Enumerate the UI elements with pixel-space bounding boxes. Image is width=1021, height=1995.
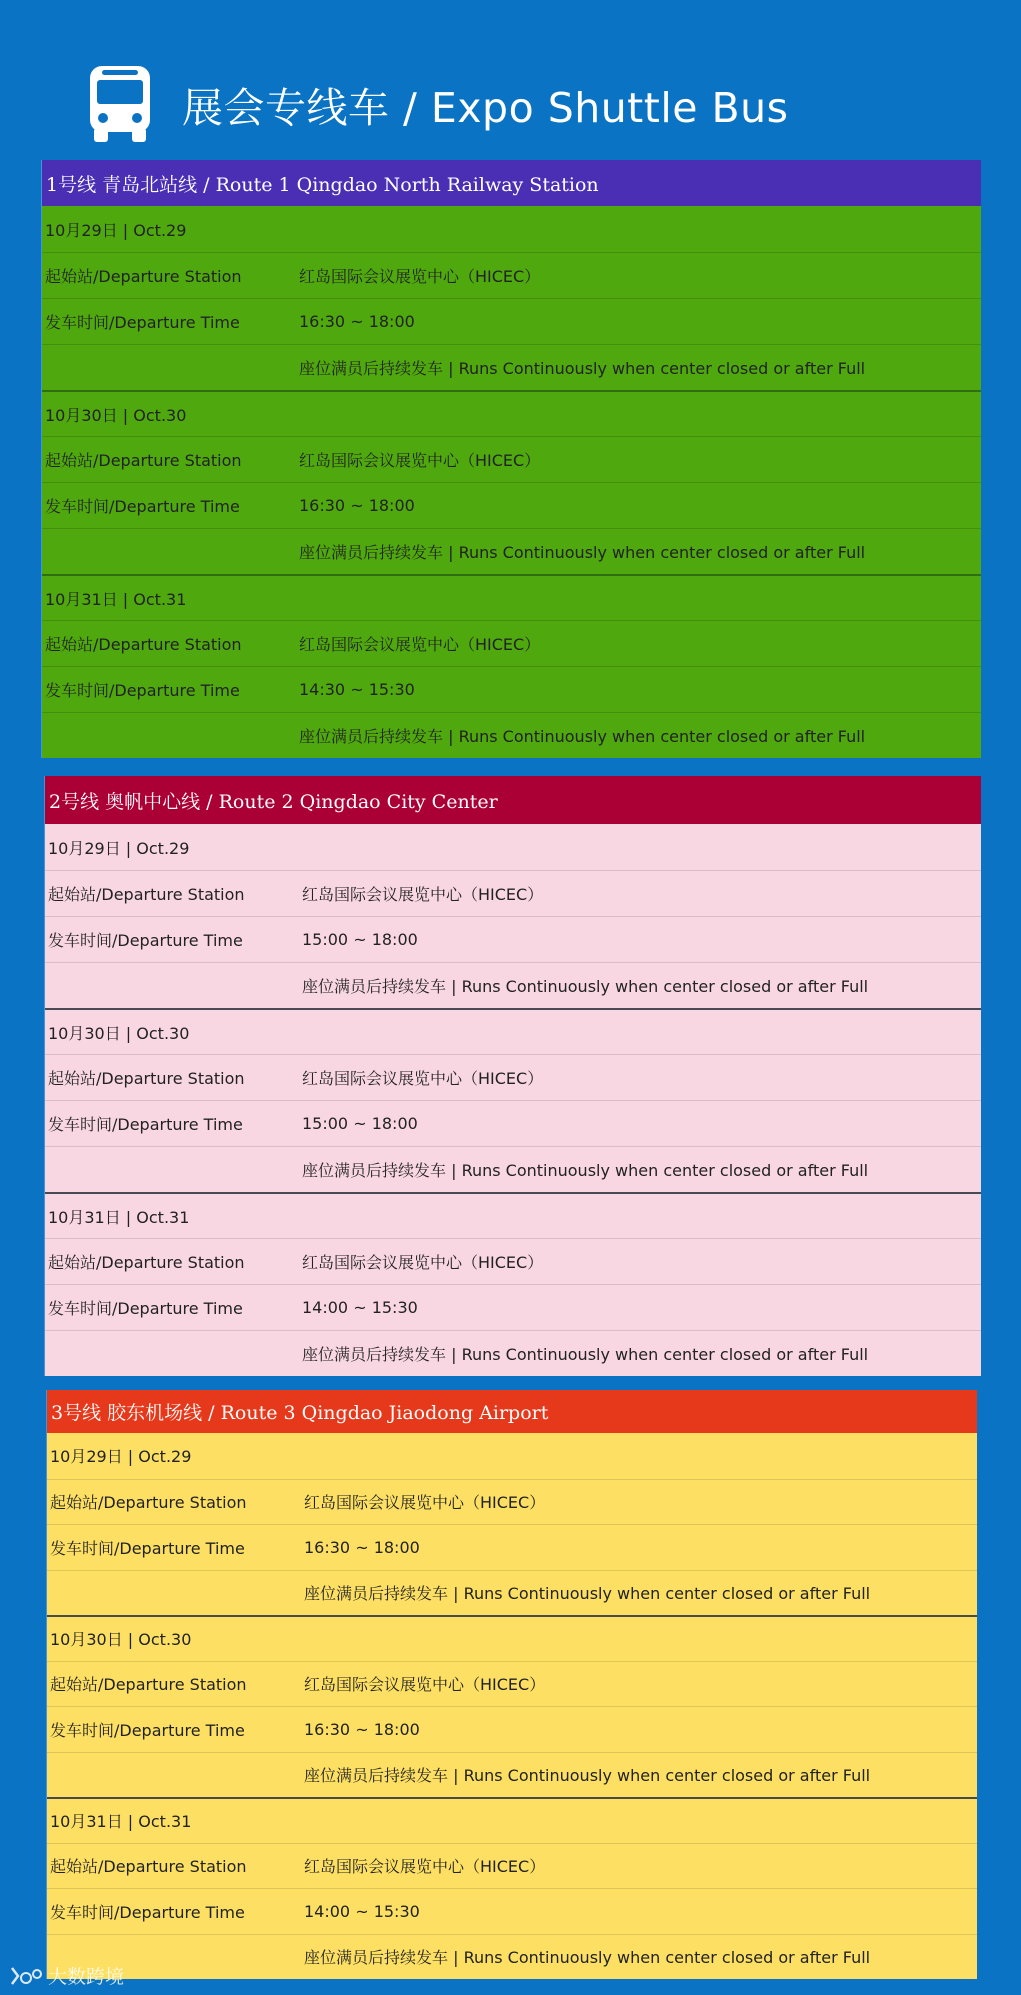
time-value: 16:30 ~ 18:00	[299, 496, 415, 515]
note-value: 座位满员后持续发车 | Runs Continuously when center closed or after Full	[302, 1161, 869, 1180]
station-label: 起始站/Departure Station	[50, 1493, 247, 1513]
time-label: 发车时间/Departure Time	[45, 497, 240, 516]
date-cell: 10月29日 | Oct.29	[48, 838, 190, 858]
time-label: 发车时间/Departure Time	[48, 1115, 243, 1134]
route-1-rows	[42, 206, 981, 758]
watermark-logo-icon	[8, 1964, 44, 1988]
table-row	[47, 1843, 977, 1889]
route-2-table	[44, 776, 981, 1376]
time-label: 发车时间/Departure Time	[50, 1902, 245, 1922]
date-cell: 10月30日 | Oct.30	[50, 1630, 192, 1650]
note-value: 座位满员后持续发车 | Runs Continuously when center closed or after Full	[304, 1948, 871, 1968]
station-label: 起始站/Departure Station	[45, 451, 242, 470]
date-cell: 10月30日 | Oct.30	[45, 405, 187, 425]
bus-icon	[88, 66, 152, 142]
table-row	[47, 1661, 977, 1707]
page-header	[88, 64, 788, 144]
note-value: 座位满员后持续发车 | Runs Continuously when center closed or after Full	[299, 727, 866, 746]
table-row	[45, 1008, 981, 1054]
station-label: 起始站/Departure Station	[50, 1857, 247, 1877]
station-label: 起始站/Departure Station	[48, 1069, 245, 1088]
table-row	[42, 344, 981, 390]
date-cell: 10月29日 | Oct.29	[45, 220, 187, 240]
note-value: 座位满员后持续发车 | Runs Continuously when center closed or after Full	[299, 543, 866, 562]
time-label: 发车时间/Departure Time	[45, 313, 240, 332]
route-3-rows	[47, 1433, 977, 1979]
table-row	[47, 1479, 977, 1525]
table-row	[42, 298, 981, 344]
table-row	[45, 824, 981, 870]
table-row	[45, 1238, 981, 1284]
note-value: 座位满员后持续发车 | Runs Continuously when center closed or after Full	[304, 1766, 871, 1786]
table-row	[45, 1192, 981, 1238]
route-1-table	[41, 160, 981, 758]
note-value: 座位满员后持续发车 | Runs Continuously when center closed or after Full	[299, 359, 866, 378]
date-cell: 10月31日 | Oct.31	[50, 1812, 192, 1832]
table-row	[47, 1615, 977, 1661]
station-value: 红岛国际会议展览中心（HICEC）	[302, 1069, 544, 1088]
time-value: 16:30 ~ 18:00	[304, 1537, 420, 1557]
table-row	[45, 1100, 981, 1146]
time-label: 发车时间/Departure Time	[45, 681, 240, 700]
table-row	[42, 620, 981, 666]
table-row	[47, 1570, 977, 1616]
table-row	[47, 1706, 977, 1752]
table-row	[42, 390, 981, 436]
station-label: 起始站/Departure Station	[48, 885, 245, 904]
table-row	[42, 482, 981, 528]
station-value: 红岛国际会议展览中心（HICEC）	[299, 635, 541, 654]
watermark	[8, 1962, 124, 1989]
station-value: 红岛国际会议展览中心（HICEC）	[299, 267, 541, 286]
table-row	[42, 712, 981, 758]
table-row	[45, 870, 981, 916]
station-label: 起始站/Departure Station	[48, 1253, 245, 1272]
date-cell: 10月31日 | Oct.31	[45, 589, 187, 609]
time-label: 发车时间/Departure Time	[48, 1299, 243, 1318]
note-value: 座位满员后持续发车 | Runs Continuously when center closed or after Full	[304, 1584, 871, 1604]
table-row	[42, 574, 981, 620]
table-row	[47, 1752, 977, 1798]
table-row	[47, 1797, 977, 1843]
table-row	[42, 666, 981, 712]
page-title: 展会专线车 / Expo Shuttle Bus	[182, 83, 789, 132]
route-2-rows	[45, 824, 981, 1376]
table-row	[42, 206, 981, 252]
table-row	[47, 1888, 977, 1934]
date-cell: 10月30日 | Oct.30	[48, 1023, 190, 1043]
time-value: 16:30 ~ 18:00	[299, 312, 415, 331]
station-value: 红岛国际会议展览中心（HICEC）	[304, 1857, 546, 1877]
table-row	[45, 962, 981, 1008]
note-value: 座位满员后持续发车 | Runs Continuously when center closed or after Full	[302, 977, 869, 996]
station-label: 起始站/Departure Station	[45, 267, 242, 286]
table-row	[42, 252, 981, 298]
time-value: 15:00 ~ 18:00	[302, 930, 418, 949]
table-row	[45, 1146, 981, 1192]
route-2-title: 2号线 奥帆中心线 / Route 2 Qingdao City Center	[45, 776, 981, 824]
route-3-table	[46, 1390, 977, 1979]
time-label: 发车时间/Departure Time	[48, 931, 243, 950]
station-value: 红岛国际会议展览中心（HICEC）	[302, 1253, 544, 1272]
table-row	[45, 1330, 981, 1376]
station-value: 红岛国际会议展览中心（HICEC）	[299, 451, 541, 470]
note-value: 座位满员后持续发车 | Runs Continuously when center closed or after Full	[302, 1345, 869, 1364]
time-value: 14:00 ~ 15:30	[302, 1298, 418, 1317]
table-row	[47, 1433, 977, 1479]
station-label: 起始站/Departure Station	[45, 635, 242, 654]
station-value: 红岛国际会议展览中心（HICEC）	[302, 885, 544, 904]
table-row	[42, 436, 981, 482]
time-label: 发车时间/Departure Time	[50, 1538, 245, 1558]
time-value: 16:30 ~ 18:00	[304, 1719, 420, 1739]
station-value: 红岛国际会议展览中心（HICEC）	[304, 1493, 546, 1513]
table-row	[45, 916, 981, 962]
watermark-text: 大数跨境	[48, 1966, 125, 1988]
table-row	[47, 1934, 977, 1980]
table-row	[45, 1284, 981, 1330]
date-cell: 10月29日 | Oct.29	[50, 1447, 192, 1467]
time-value: 15:00 ~ 18:00	[302, 1114, 418, 1133]
time-value: 14:30 ~ 15:30	[299, 680, 415, 699]
time-label: 发车时间/Departure Time	[50, 1720, 245, 1740]
table-row	[47, 1524, 977, 1570]
time-value: 14:00 ~ 15:30	[304, 1901, 420, 1921]
table-row	[45, 1054, 981, 1100]
route-1-title: 1号线 青岛北站线 / Route 1 Qingdao North Railway Station	[42, 160, 981, 206]
route-3-title: 3号线 胶东机场线 / Route 3 Qingdao Jiaodong Airport	[47, 1390, 977, 1433]
station-label: 起始站/Departure Station	[50, 1675, 247, 1695]
date-cell: 10月31日 | Oct.31	[48, 1207, 190, 1227]
table-row	[42, 528, 981, 574]
station-value: 红岛国际会议展览中心（HICEC）	[304, 1675, 546, 1695]
